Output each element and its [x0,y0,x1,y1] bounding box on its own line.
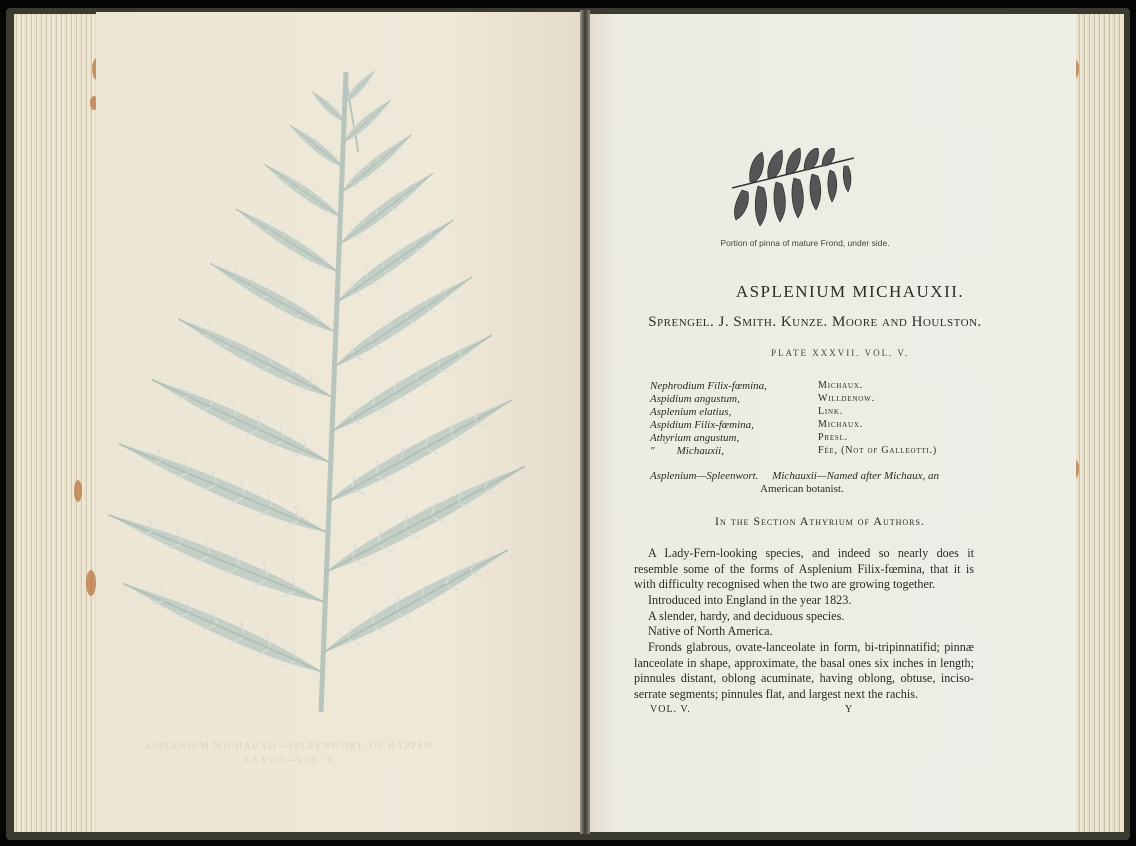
synonym-author: Fée, (Not of Galleotti.) [818,445,938,456]
synonym-author: Michaux. [818,380,864,391]
species-title: ASPLENIUM MICHAUXII. [735,282,965,301]
synonym-author: Michaux. [818,419,864,430]
plate-caption [140,740,440,768]
vignette-caption: Portion of pinna of mature Frond, under side. [720,238,890,248]
synonym-author: Willdenow. [818,393,875,404]
section-heading: In the Section Athyrium of Authors. [715,514,925,528]
page-signature-mark: Y [845,704,853,715]
plate-caption-line1: ASPLENIUM MICHAUXII—SPLEENWORT, OF HAPPEN. [143,741,437,752]
synonym-name: Aspidium angustum, [650,393,740,405]
body-paragraph: Native of North America. [648,624,773,638]
authorities-line: Sprengel. J. Smith. Kunze. Moore and Houlston. [648,314,982,330]
page-footer-volume: VOL. V. [650,704,691,715]
etymology-line2: American botanist. [760,483,844,495]
body-paragraph: Introduced into England in the year 1823. [648,593,852,607]
left-page-plate [96,12,582,832]
plate-caption-line2: XXXVII—VOL. V. [243,755,337,766]
body-paragraph: Fronds glabrous, ovate-lanceolate in form, bi-tripinnatifid; pinnæ lanceolate in shape, approximate, the basal ones six inches in length; pinnules distant, oblong acuminate, having oblong, obtuse, inciso-serrate segments; pinnules flat, and largest next the rachis. [634,640,974,701]
body-paragraph: A Lady-Fern-looking species, and indeed so nearly does it resemble some of the forms of Asplenium Filix-fœmina, that it is with difficulty recognised when the two are growing together. [634,546,974,591]
synonym-author: Link. [818,406,844,417]
foxing-spot [86,570,96,596]
left-page-edges [14,14,104,832]
synonym-name: Athyrium angustum, [650,432,740,444]
synonym-name: Aspidium Filix-fœmina, [650,419,754,431]
synonym-name: " Michauxii, [650,445,724,457]
foxing-spot [74,480,82,502]
synonym-name: Nephrodium Filix-fœmina, [650,380,767,392]
synonym-author: Presl. [818,432,848,443]
body-paragraph: A slender, hardy, and deciduous species. [648,609,845,623]
book-gutter [580,10,590,834]
synonym-name: Asplenium elatius, [650,406,732,418]
plate-reference: PLATE XXXVII. VOL. V. [770,348,909,358]
pinna-vignette-illustration [728,148,858,232]
fern-frond-illustration [96,12,582,832]
etymology-line1: Asplenium—Spleenwort. Michauxii—Named after Michaux, an [650,470,940,482]
right-page-edges [1072,14,1124,832]
